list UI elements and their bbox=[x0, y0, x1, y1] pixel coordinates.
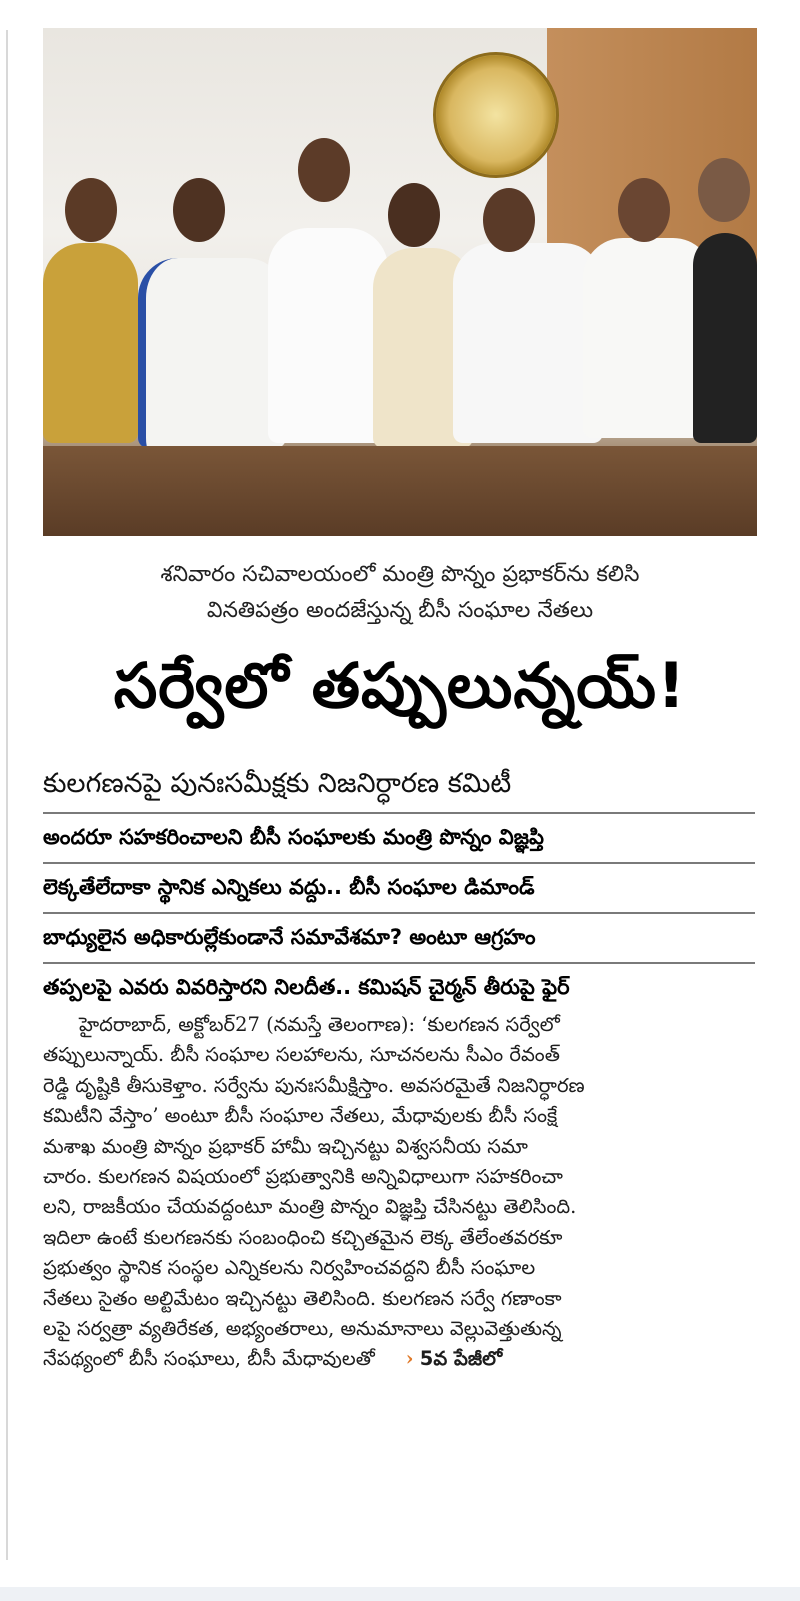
person-head bbox=[483, 188, 535, 252]
divider bbox=[43, 862, 755, 864]
body-line: నేతలు సైతం అల్టిమేటం ఇచ్చినట్టు తెలిసింది. కులగణన సర్వే గణాంకా bbox=[43, 1286, 562, 1310]
page-headline: సర్వేలో తప్పులున్నయ్‌! bbox=[113, 649, 687, 722]
body-line: రెడ్డి దృష్టికి తీసుకెళ్తాం. సర్వేను పునఃసమీక్షిస్తాం. అవసరమైతే నిజనిర్ధారణ bbox=[43, 1073, 585, 1097]
emblem-seal bbox=[433, 52, 559, 178]
person-figure bbox=[453, 243, 603, 443]
page-bottom-band bbox=[0, 1587, 800, 1601]
body-line: హైదరాబాద్‌, అక్టోబర్‌27 (నమస్తే తెలంగాణ): ‘కులగణన సర్వేలో bbox=[79, 1013, 560, 1036]
highlight-line-3: బాధ్యులైన అధికారుల్లేకుండానే సమావేశమా? అంటూ ఆగ్రహం bbox=[43, 925, 536, 949]
person-figure bbox=[138, 258, 286, 448]
body-line: ఇదిలా ఉంటే కులగణనకు సంబంధించి కచ్చితమైన లెక్క తేలేంతవరకూ bbox=[43, 1225, 563, 1249]
body-line: తప్పులున్నాయ్‌. బీసీ సంఘాల సలహాలను, సూచనలను సీఎం రేవంత్‌ bbox=[43, 1043, 560, 1067]
body-line: కమిటీని వేస్తాం’ అంటూ బీసీ సంఘాల నేతలు, మేధావులకు బీసీ సంక్షే bbox=[43, 1104, 558, 1128]
conference-table bbox=[43, 446, 757, 536]
photo-caption-line-1: శనివారం సచివాలయంలో మంత్రి పొన్నం ప్రభాకర్‌ను కలిసి bbox=[160, 562, 640, 587]
divider bbox=[43, 812, 755, 814]
body-line: చారం. కులగణన విషయంలో ప్రభుత్వానికి అన్నివిధాలుగా సహకరించా bbox=[43, 1164, 563, 1188]
person-head bbox=[618, 178, 670, 242]
person-figure bbox=[43, 243, 138, 443]
person-head bbox=[65, 178, 117, 242]
highlight-line-4: తప్పలపై ఎవరు వివరిస్తారని నిలదీత.. కమిషన్‌ చైర్మన్‌ తీరుపై ఫైర్‌ bbox=[43, 975, 570, 999]
highlight-line-2: లెక్కతేలేదాకా స్థానిక ఎన్నికలు వద్దు.. బీసీ సంఘాల డిమాండ్‌ bbox=[43, 875, 535, 899]
body-line-last bbox=[43, 1344, 757, 1374]
subheadline: కులగణనపై పునఃసమీక్షకు నిజనిర్ధారణ కమిటీ bbox=[43, 768, 512, 799]
divider bbox=[43, 912, 755, 914]
continuation-arrow-icon: › bbox=[405, 1347, 414, 1371]
person-head bbox=[298, 138, 350, 202]
person-head bbox=[698, 158, 750, 222]
body-line: మశాఖ మంత్రి పొన్నం ప్రభాకర్‌ హామీ ఇచ్చినట్టు విశ్వసనీయ సమా bbox=[43, 1134, 528, 1158]
person-figure bbox=[693, 233, 757, 443]
article-body bbox=[43, 1010, 757, 1375]
body-line: లని, రాజకీయం చేయవద్దంటూ మంత్రి పొన్నం విజ్ఞప్తి చేసినట్టు తెలిసింది. bbox=[43, 1195, 577, 1219]
person-head bbox=[173, 178, 225, 242]
person-head bbox=[388, 183, 440, 247]
photo-caption-line-2: వినతిపత్రం అందజేస్తున్న బీసీ సంఘాల నేతలు bbox=[206, 598, 594, 623]
news-photo bbox=[43, 28, 757, 536]
column-rule bbox=[6, 30, 8, 1560]
divider bbox=[43, 962, 755, 964]
person-figure bbox=[268, 228, 388, 443]
body-line: లపై సర్వత్రా వ్యతిరేకత, అభ్యంతరాలు, అనుమానాలు వెల్లువెత్తుతున్న bbox=[43, 1316, 562, 1340]
highlight-line-1: అందరూ సహకరించాలని బీసీ సంఘాలకు మంత్రి పొన్నం విజ్ఞప్తి bbox=[43, 825, 544, 849]
body-line-text: నేపథ్యంలో బీసీ సంఘాలు, బీసీ మేధావులతో bbox=[43, 1347, 375, 1371]
body-line: ప్రభుత్వం స్థానిక సంస్థల ఎన్నికలను నిర్వహించవద్దని బీసీ సంఘాల bbox=[43, 1256, 536, 1280]
continued-on-page-link[interactable]: 5వ పేజీలో bbox=[419, 1347, 503, 1371]
